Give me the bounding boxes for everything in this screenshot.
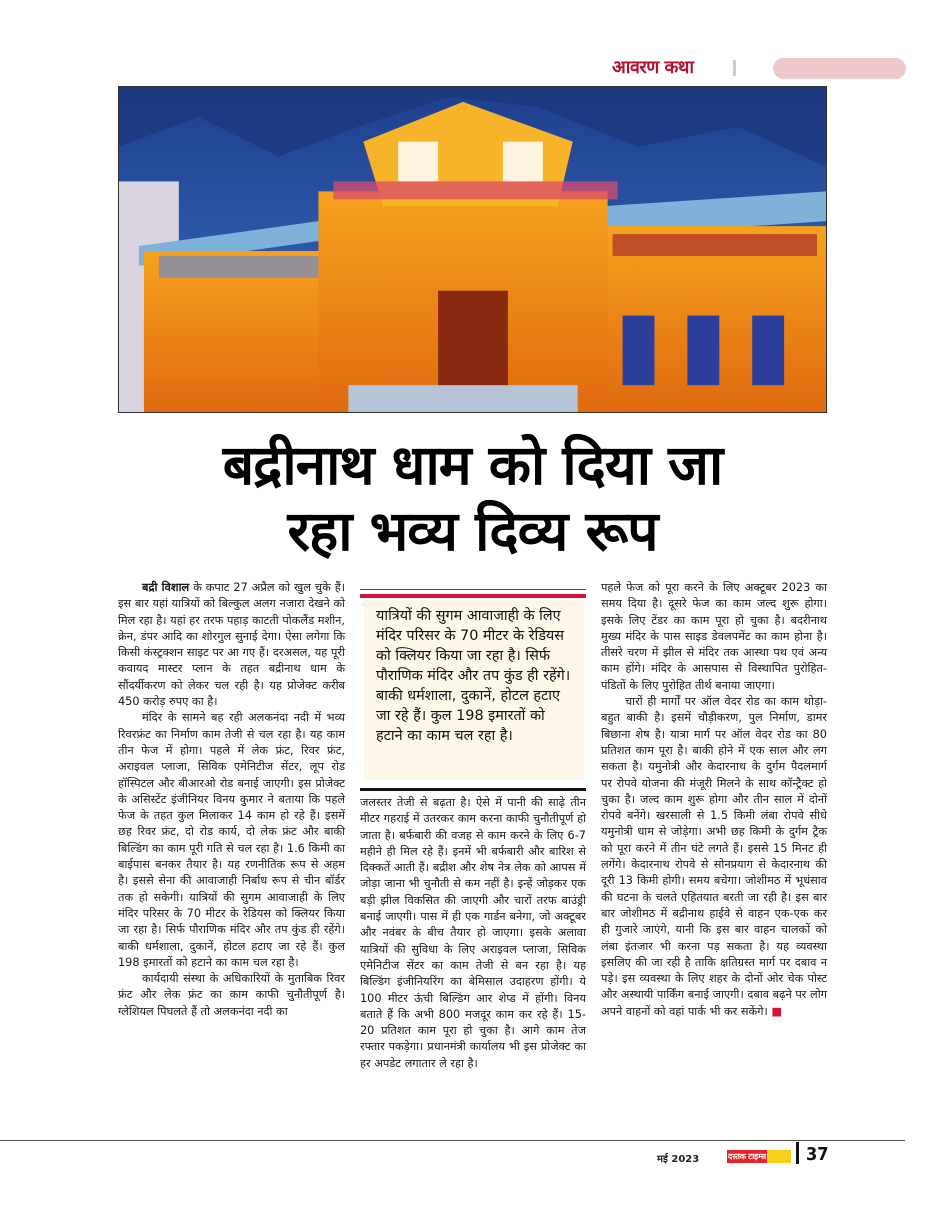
flower-garland-band [333,181,617,199]
pull-quote-rule-bottom [360,788,586,791]
pull-quote-text: यात्रियों की सुगम आवाजाही के लिए मंदिर परिसर के 70 मीटर के रेडियस को क्लियर किया जा रहा है। सिर्फ पौराणिक मंदिर और तप कुंड ही रहेंगे। बाकी धर्मशाला, दुकानें, होटल हटाए जा रहे हैं। कुल 198 इमारतों को हटाने का काम चल रहा है। [364,600,584,780]
temple-illustration [119,87,826,412]
footer-rule [0,1140,905,1141]
lead-words: बद्री विशाल [142,581,190,594]
section-separator [733,60,736,76]
dome-window-left [398,142,438,182]
article-column-1 [118,580,345,1020]
section-pill-decoration [773,58,906,79]
publication-logo [727,1150,791,1163]
headline-line-2: रहा भव्य दिव्य रूप [287,499,658,563]
end-mark-icon: ■ [771,1004,783,1018]
temple-steps [348,385,577,412]
section-label: आवरण कथा [612,57,694,78]
paragraph-text: के कपाट 27 अप्रैल को खुल चुके हैं। इस बार यहां यात्रियों को बिल्कुल अलग नजारा देखने को मिल रहा है। यहां हर तरफ पहाड़ काटती पोकलैंड मशीन, क्रेन, डंपर आदि का शोरगुल सुनाई देगा। ऐसा लगेगा कि किसी कंस्ट्रक्शन साइट पर आ गए हैं। दरअसल, यह पूरी कवायद मास्टर प्लान के तहत बद्रीनाथ धाम के सौंदर्यीकरण को लेकर चल रही है। यह प्रोजेक्ट करीब 450 करोड़ रुपए का है। [118,581,345,709]
pull-quote [360,586,586,791]
logo-part-2: टाइम्स [748,1152,767,1161]
article-paragraph: कार्यदायी संस्था के अधिकारियों के मुताबिक रिवर फ्रंट और लेक फ्रंट का काम काफी चुनौतीपूर्ण है। ग्लेशियल पिघलते हैं तो अलकनंदा नदी का [118,972,345,1018]
article-column-3 [601,580,827,1020]
footer-separator [796,1142,799,1164]
temple-doorway [438,291,508,390]
logo-part-1: दस्तक [728,1152,747,1161]
pull-quote-rule-thin [360,589,586,590]
page-number: 37 [806,1144,829,1165]
article-paragraph [118,580,345,710]
article-paragraph: मंदिर के सामने बह रही अलकनंदा नदी में भव्य रिवरफ्रंट का निर्माण काम तेजी से चल रहा है। यह काम तीन फेज में होगा। पहले में लेक फ्रंट, रिवर फ्रंट, अराइवल प्लाजा, सिविक एमेनिटीज सेंटर, लूप रोड हॉस्पिटल और बीआरओ रोड बनाई जाएगी। इस प्रोजेक्ट के असिस्टेंट इंजीनियर विनय कुमार ने बताया कि पहले फेज के तहत कुल मिलाकर 14 काम हो रहे हैं। इसमें छह रिवर फ्रंट, दो रोड कार्य, दो लेक फ्रंट और बाकी बिल्डिंग का काम पूरी गति से चल रहा है। 1.6 किमी का बाईपास बनकर तैयार है। यह रणनीतिक रूप से अहम है। इससे सेना की आवाजाही निर्बाध रूप से चीन बॉर्डर तक हो सकेगी। यात्रियों की सुगम आवाजाही के लिए मंदिर परिसर के 70 मीटर के रेडियस को क्लियर किया जा रहा है। सिर्फ पौराणिक मंदिर और तप कुंड ही रहेंगे। बाकी धर्मशाला, दुकानें, होटल हटाए जा रहे हैं। कुल 198 इमारतों को हटाने का काम चल रहा है। [118,711,345,969]
article-paragraph: जलस्तर तेजी से बढ़ता है। ऐसे में पानी की साढ़े तीन मीटर गहराई में उतरकर काम करना काफी चुनौतीपूर्ण हो जाता है। बर्फबारी की वजह से काम करने के लिए 6-7 महीने ही मिल रहे हैं। इनमें भी बर्फबारी और बारिश से दिक्कतें आती हैं। बद्रीश और शेष नेत्र लेक को आपस में जोड़ा जाना भी चुनौती से कम नहीं है। इन्हें जोड़कर एक बड़ी झील विकसित की जाएगी और चारों तरफ बाउंड्री बनाई जाएगी। पास में ही एक गार्डन बनेगा, जो अक्टूबर और नवंबर के बीच तैयार हो जाएगा। इसके अलावा यात्रियों की सुविधा के लिए अराइवल प्लाजा, सिविक एमेनिटीज सेंटर का काम तेजी से बन रहा है। यह बिल्डिंग इंजीनियरिंग का बेमिसाल उदाहरण होंगी। ये 100 मीटर ऊंची बिल्डिंग आर शेप्ड में होंगी। विनय बताते हैं कि अभी 800 मजदूर काम कर रहे हैं। 15-20 प्रतिशत काम पूरा हो चुका है। आगे काम तेज रफ्तार पकड़ेगा। प्रधानमंत्री कार्यालय भी इस प्रोजेक्ट का हर अपडेट लगातार ले रहा है। [360,796,586,1070]
article-column-2 [360,795,586,1072]
right-blue-windows [623,316,785,386]
temple-photo [118,86,827,413]
right-windows-top [613,234,817,256]
article-paragraph [601,694,827,1020]
paragraph-text: चारों ही मार्गों पर ऑल वेदर रोड का काम थोड़ा-बहुत बाकी है। इसमें चौड़ीकरण, पुल निर्माण, डामर बिछाना शेष है। यात्रा मार्ग पर ऑल वेदर रोड का 80 प्रतिशत काम पूरा है। बाकी होने में एक साल और लग सकता है। यमुनोत्री और केदारनाथ के दुर्गम पैदलमार्ग पर रोपवे योजना की मंजूरी मिलने के साथ कॉन्ट्रैक्ट हो चुका है। जल्द काम शुरू होगा और तीन साल में दोनों रोपवे बनेंगे। खरसाली से 1.5 किमी लंबा रोपवे सीधे यमुनोत्री धाम से जोड़ेगा। अभी छह किमी के दुर्गम ट्रैक को पूरा करने में तीन घंटे लगते हैं। इससे 15 मिनट ही लगेंगे। केदारनाथ रोपवे से सोनप्रयाग से केदारनाथ की दूरी 13 किमी होगी। समय बचेगा। जोशीमठ में भूधंसाव की घटना के चलते एहितयात बरती जा रही है। इस बार बार जोशीमठ में बद्रीनाथ हाईवे से वाहन एक-एक कर ही गुजारे जाएंगे, यानी कि इस बार वाहन चालकों को लंबा इंतजार भी करना पड़ सकता है। यह व्यवस्था इसलिए की जा रही है ताकि क्षतिग्रस्त मार्ग पर दबाव न पड़े। इस व्यवस्था के लिए शहर के दोनों ओर चेक पोस्ट और अस्थायी पार्किंग बनाई जाएगी। दबाव बढ़ने पर लोग अपने वाहनों को वहां पार्क भी कर सकेंगे। [601,695,827,1018]
article-paragraph: पहले फेज को पूरा करने के लिए अक्टूबर 2023 का समय दिया है। दूसरे फेज का काम जल्द शुरू होगा। इसके लिए टेंडर का काम पूरा हो चुका है। बदरीनाथ मुख्य मंदिर के पास साइड डेवलपमेंट का काम होना है। तीसरे चरण में झील से मंदिर तक आस्था पथ एवं अन्य काम होंगे। मंदिर के आसपास से विस्थापित पुरोहित-पंडितों के लिए पुरोहित तीर्थ बनाया जाएगा। [601,581,827,692]
dome-window-right [503,142,543,182]
headline-line-1: बद्रीनाथ धाम को दिया जा [222,433,723,497]
footer-date: मई 2023 [657,1154,700,1165]
left-windows [159,256,319,278]
pull-quote-rule-thick [360,594,586,598]
headline [120,432,825,564]
